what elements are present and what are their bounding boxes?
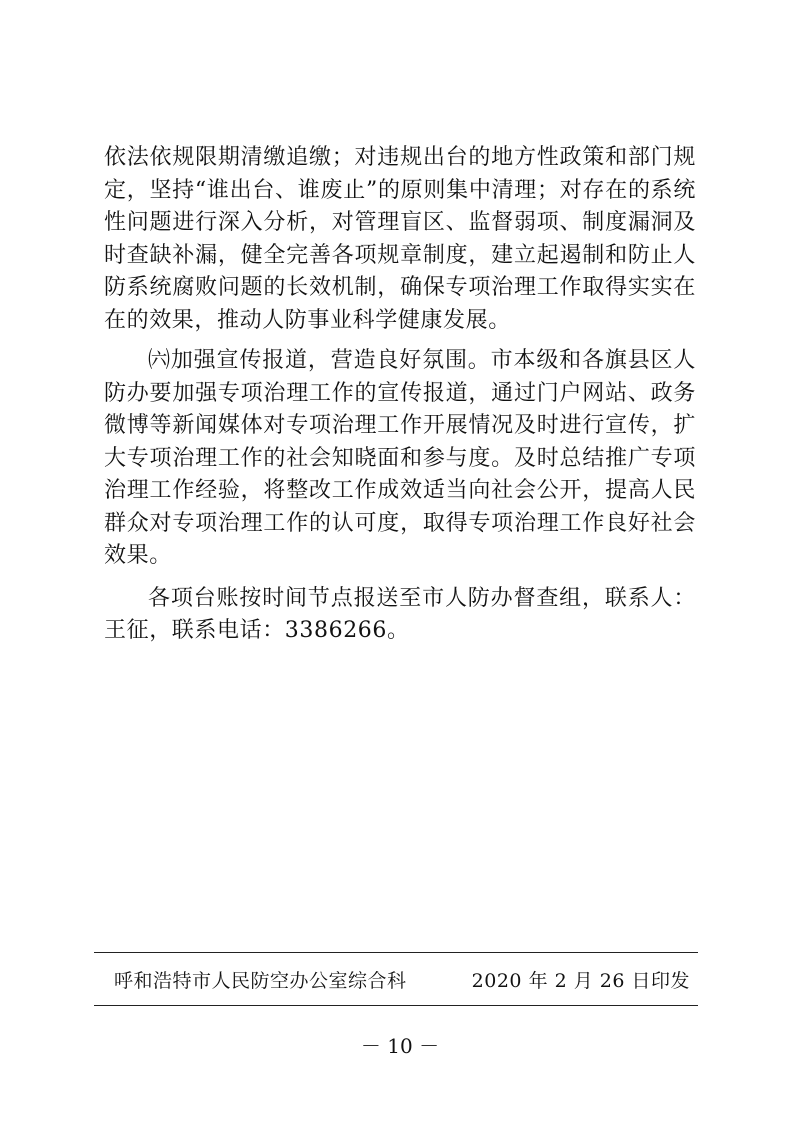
footer-issue-date: 2020 年 2 月 26 日印发 [471,970,690,992]
footer-bottom-rule [94,1005,698,1006]
footer-top-rule [94,952,698,953]
footer-organization: 呼和浩特市人民防空办公室综合科 [114,970,407,992]
paragraph-publicity: ㈥加强宣传报道，营造良好氛围。市本级和各旗县区人防办要加强专项治理工作的宣传报道，通过门户网站、政务微博等新闻媒体对专项治理工作开展情况及时进行宣传，扩大专项治理工作的社会知晓面和参与度。及时总结推广专项治理工作经验，将整改工作成效适当向社会公开，提高人民群众对专项治理工作的认可度，取得专项治理工作良好社会效果。 [104,348,696,568]
body-text [104,142,696,648]
paragraph-contact: 各项台账按时间节点报送至市人防办督查组，联系人：王征，联系电话：3386266。 [104,585,696,643]
paragraph-continuation: 依法依规限期清缴追缴；对违规出台的地方性政策和部门规定，坚持“谁出台、谁废止”的原则集中清理；对存在的系统性问题进行深入分析，对管理盲区、监督弱项、制度漏洞及时查缺补漏，健全完善各项规章制度，建立起遏制和防止人防系统腐败问题的长效机制，确保专项治理工作取得实实在在的效果，推动人防事业科学健康发展。 [104,145,696,333]
page-number: － 10 － [360,1034,440,1058]
